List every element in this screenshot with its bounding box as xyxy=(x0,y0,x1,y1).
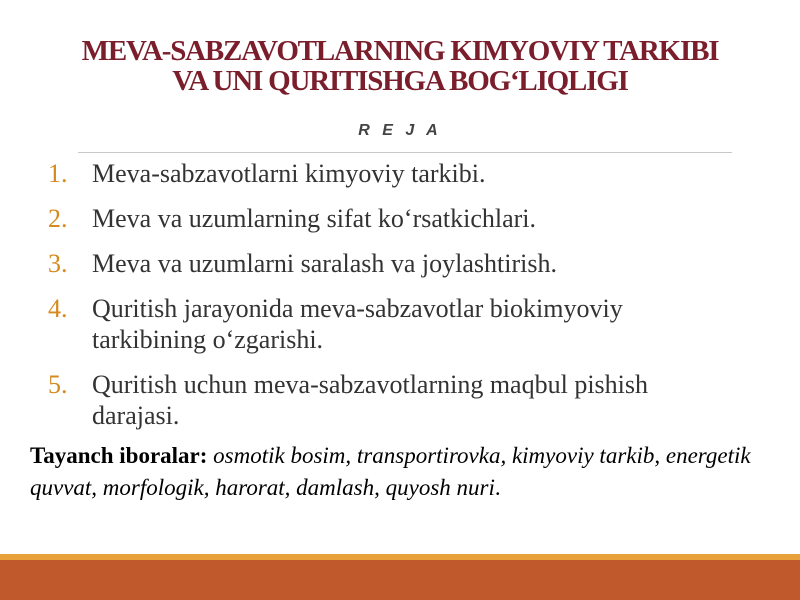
plan-item-text: Meva-sabzavotlarni kimyoviy tarkibi. xyxy=(92,159,486,188)
keywords-terms: osmotik bosim, transportirovka, kimyoviy tarkib, energetik quvvat, morfologik, harorat, damlash, quyosh nuri xyxy=(30,443,751,500)
plan-heading: R E J A xyxy=(358,122,442,139)
plan-item xyxy=(46,293,736,355)
plan-item-number: 1. xyxy=(48,159,68,188)
divider-line xyxy=(78,152,732,153)
plan-list xyxy=(46,158,736,445)
slide-title-line-2: VA UNI QURITISHGA BOG‘LIQLIGI xyxy=(172,65,628,97)
plan-item xyxy=(46,158,736,189)
plan-item-text: Quritish uchun meva-sabzavotlarning maqbul pishish darajasi. xyxy=(92,370,649,430)
plan-item-text: Quritish jarayonida meva-sabzavotlar biokimyoviy tarkibining o‘zgarishi. xyxy=(92,294,623,354)
keywords-label: Tayanch iboralar: xyxy=(30,443,208,468)
plan-item xyxy=(46,369,736,431)
keywords-end: . xyxy=(494,475,501,500)
plan-item xyxy=(46,248,736,279)
plan-item-text: Meva va uzumlarning sifat ko‘rsatkichlari. xyxy=(92,204,537,233)
plan-item-number: 5. xyxy=(48,370,68,399)
slide-title xyxy=(40,36,760,96)
footer-band xyxy=(0,560,800,600)
plan-item-number: 4. xyxy=(48,294,68,323)
plan-item-number: 3. xyxy=(48,249,68,278)
keywords-paragraph xyxy=(30,440,775,504)
plan-item-text: Meva va uzumlarni saralash va joylashtirish. xyxy=(92,249,557,278)
slide-title-line-1: MEVA-SABZAVOTLARNING KIMYOVIY TARKIBI xyxy=(81,35,719,67)
plan-item-number: 2. xyxy=(48,204,68,233)
plan-item xyxy=(46,203,736,234)
